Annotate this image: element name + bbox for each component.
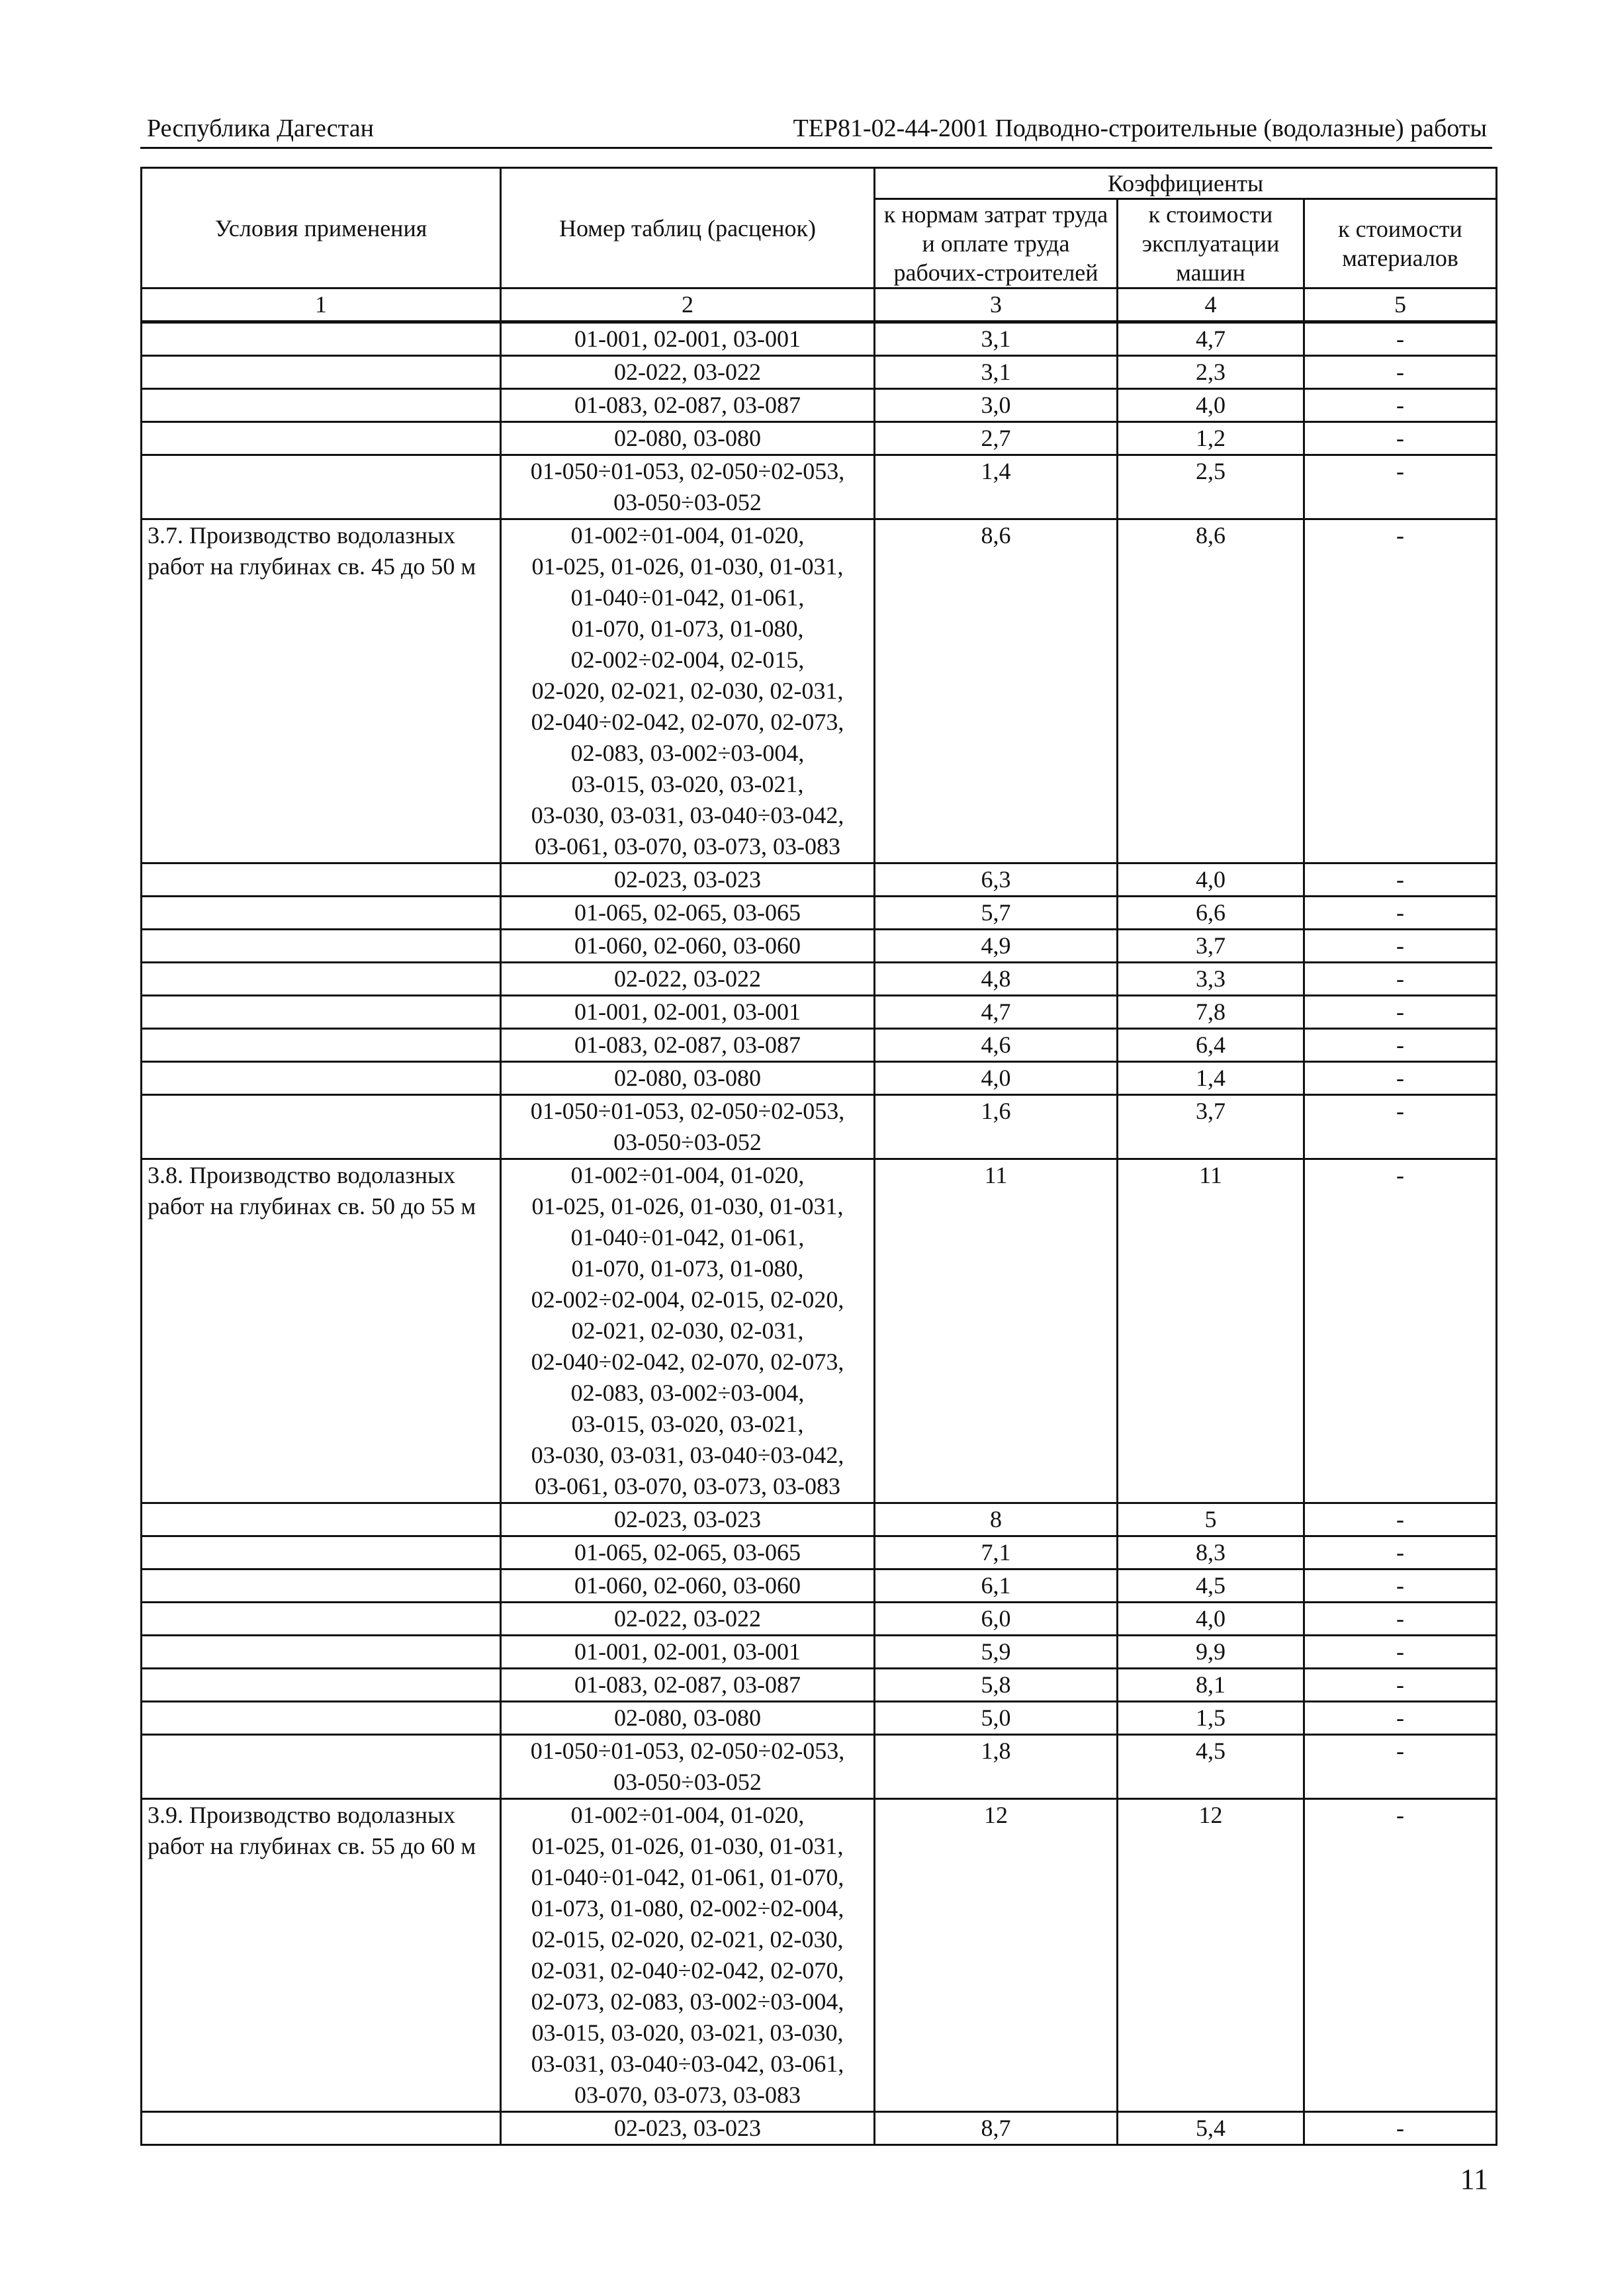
row-condition: [142, 1503, 501, 1536]
row-labor-coefficient: 4,8: [875, 963, 1118, 996]
row-materials-coefficient: -: [1304, 1062, 1497, 1095]
row-condition: [142, 422, 501, 455]
row-labor-coefficient: 1,8: [875, 1735, 1118, 1799]
table-row: [142, 1603, 1497, 1636]
row-labor-coefficient: 3,1: [875, 322, 1118, 356]
row-labor-coefficient: 1,4: [875, 455, 1118, 519]
row-condition: [142, 1029, 501, 1062]
row-labor-coefficient: 5,0: [875, 1702, 1118, 1735]
row-labor-coefficient: 3,0: [875, 389, 1118, 422]
table-row: [142, 1669, 1497, 1702]
row-materials-coefficient: -: [1304, 519, 1497, 863]
row-condition: [142, 1636, 501, 1669]
row-condition: [142, 996, 501, 1029]
row-condition: [142, 897, 501, 930]
row-labor-coefficient: 11: [875, 1159, 1118, 1503]
col-header-coefficients: Коэффициенты: [875, 168, 1497, 199]
row-table-numbers: 02-022, 03-022: [501, 963, 875, 996]
row-labor-coefficient: 6,3: [875, 863, 1118, 897]
table-row: [142, 863, 1497, 897]
table-row: [142, 422, 1497, 455]
row-table-numbers: 02-080, 03-080: [501, 1702, 875, 1735]
row-condition: [142, 1735, 501, 1799]
row-machines-coefficient: 6,4: [1118, 1029, 1304, 1062]
row-condition: 3.9. Производство водолазных работ на глубинах св. 55 до 60 м: [142, 1799, 501, 2112]
row-table-numbers: 01-002÷01-004, 01-020, 01-025, 01-026, 01-030, 01-031, 01-040÷01-042, 01-061, 01-070, 01-073, 01-080, 02-002÷02-004, 02-015, 02-020, 02-021, 02-030, 02-031, 02-040÷02-042, 02-070, 02-073, 02-083, 03-002÷03-004, 03-015, 03-020, 03-021, 03-030, 03-031, 03-040÷03-042, 03-061, 03-070, 03-073, 03-083: [501, 1799, 875, 2112]
row-materials-coefficient: -: [1304, 1029, 1497, 1062]
col-header-labor: к нормам затрат труда и оплате труда рабочих-строителей: [875, 199, 1118, 288]
row-condition: [142, 1569, 501, 1603]
table-row: [142, 455, 1497, 519]
row-table-numbers: 01-083, 02-087, 03-087: [501, 1029, 875, 1062]
row-condition: [142, 389, 501, 422]
row-materials-coefficient: -: [1304, 1569, 1497, 1603]
row-table-numbers: 01-060, 02-060, 03-060: [501, 930, 875, 963]
row-materials-coefficient: -: [1304, 1603, 1497, 1636]
row-labor-coefficient: 8,6: [875, 519, 1118, 863]
row-materials-coefficient: -: [1304, 2112, 1497, 2145]
row-materials-coefficient: -: [1304, 1159, 1497, 1503]
row-labor-coefficient: 4,6: [875, 1029, 1118, 1062]
row-machines-coefficient: 4,0: [1118, 863, 1304, 897]
table-row: [142, 389, 1497, 422]
col-header-machines: к стоимости эксплуатации машин: [1118, 199, 1304, 288]
table-row: [142, 996, 1497, 1029]
row-labor-coefficient: 7,1: [875, 1536, 1118, 1569]
row-machines-coefficient: 12: [1118, 1799, 1304, 2112]
row-materials-coefficient: -: [1304, 322, 1497, 356]
header-divider: [140, 147, 1492, 149]
col-number: 5: [1304, 288, 1497, 322]
row-table-numbers: 02-080, 03-080: [501, 422, 875, 455]
row-labor-coefficient: 4,7: [875, 996, 1118, 1029]
row-table-numbers: 01-002÷01-004, 01-020, 01-025, 01-026, 01-030, 01-031, 01-040÷01-042, 01-061, 01-070, 01-073, 01-080, 02-002÷02-004, 02-015, 02-020, 02-021, 02-030, 02-031, 02-040÷02-042, 02-070, 02-073, 02-083, 03-002÷03-004, 03-015, 03-020, 03-021, 03-030, 03-031, 03-040÷03-042, 03-061, 03-070, 03-073, 03-083: [501, 519, 875, 863]
coefficients-table: [140, 167, 1497, 2146]
row-materials-coefficient: -: [1304, 1735, 1497, 1799]
row-machines-coefficient: 3,3: [1118, 963, 1304, 996]
row-table-numbers: 02-023, 03-023: [501, 863, 875, 897]
row-materials-coefficient: -: [1304, 1503, 1497, 1536]
row-materials-coefficient: -: [1304, 963, 1497, 996]
row-table-numbers: 01-060, 02-060, 03-060: [501, 1569, 875, 1603]
row-condition: [142, 1702, 501, 1735]
row-table-numbers: 02-022, 03-022: [501, 1603, 875, 1636]
row-machines-coefficient: 4,5: [1118, 1569, 1304, 1603]
table-row: [142, 1159, 1497, 1503]
row-labor-coefficient: 2,7: [875, 422, 1118, 455]
table-row: [142, 963, 1497, 996]
header-document-code: ТЕР81-02-44-2001 Подводно-строительные (водолазные) работы: [793, 114, 1487, 142]
row-machines-coefficient: 4,7: [1118, 322, 1304, 356]
table-row: [142, 1503, 1497, 1536]
table-row: [142, 1735, 1497, 1799]
row-machines-coefficient: 8,3: [1118, 1536, 1304, 1569]
row-condition: [142, 455, 501, 519]
row-table-numbers: 01-050÷01-053, 02-050÷02-053, 03-050÷03-052: [501, 1095, 875, 1159]
table-row: [142, 2112, 1497, 2145]
row-materials-coefficient: -: [1304, 897, 1497, 930]
row-condition: [142, 963, 501, 996]
col-number: 1: [142, 288, 501, 322]
table-row: [142, 356, 1497, 389]
row-condition: [142, 1603, 501, 1636]
col-header-conditions: Условия применения: [142, 168, 501, 288]
row-labor-coefficient: 8,7: [875, 2112, 1118, 2145]
table-row: [142, 1636, 1497, 1669]
row-machines-coefficient: 2,3: [1118, 356, 1304, 389]
row-labor-coefficient: 8: [875, 1503, 1118, 1536]
coefficients-table-container: [140, 167, 1495, 2146]
row-table-numbers: 01-083, 02-087, 03-087: [501, 1669, 875, 1702]
row-machines-coefficient: 5,4: [1118, 2112, 1304, 2145]
row-table-numbers: 01-083, 02-087, 03-087: [501, 389, 875, 422]
row-table-numbers: 01-001, 02-001, 03-001: [501, 1636, 875, 1669]
row-condition: 3.7. Производство водолазных работ на глубинах св. 45 до 50 м: [142, 519, 501, 863]
row-machines-coefficient: 3,7: [1118, 930, 1304, 963]
row-labor-coefficient: 3,1: [875, 356, 1118, 389]
row-machines-coefficient: 5: [1118, 1503, 1304, 1536]
row-table-numbers: 02-022, 03-022: [501, 356, 875, 389]
row-table-numbers: 01-050÷01-053, 02-050÷02-053, 03-050÷03-052: [501, 1735, 875, 1799]
row-labor-coefficient: 4,0: [875, 1062, 1118, 1095]
row-materials-coefficient: -: [1304, 455, 1497, 519]
table-row: [142, 519, 1497, 863]
table-row: [142, 1702, 1497, 1735]
row-table-numbers: 01-001, 02-001, 03-001: [501, 322, 875, 356]
row-labor-coefficient: 5,7: [875, 897, 1118, 930]
row-materials-coefficient: -: [1304, 863, 1497, 897]
col-number: 2: [501, 288, 875, 322]
row-labor-coefficient: 4,9: [875, 930, 1118, 963]
row-condition: [142, 356, 501, 389]
row-condition: 3.8. Производство водолазных работ на глубинах св. 50 до 55 м: [142, 1159, 501, 1503]
row-materials-coefficient: -: [1304, 1702, 1497, 1735]
header-region: Республика Дагестан: [147, 114, 374, 142]
row-machines-coefficient: 8,6: [1118, 519, 1304, 863]
table-row: [142, 1095, 1497, 1159]
row-table-numbers: 02-023, 03-023: [501, 1503, 875, 1536]
row-materials-coefficient: -: [1304, 422, 1497, 455]
table-row: [142, 897, 1497, 930]
row-table-numbers: 01-002÷01-004, 01-020, 01-025, 01-026, 01-030, 01-031, 01-040÷01-042, 01-061, 01-070, 01-073, 01-080, 02-002÷02-004, 02-015, 02-020, 02-021, 02-030, 02-031, 02-040÷02-042, 02-070, 02-073, 02-083, 03-002÷03-004, 03-015, 03-020, 03-021, 03-030, 03-031, 03-040÷03-042, 03-061, 03-070, 03-073, 03-083: [501, 1159, 875, 1503]
table-row: [142, 1536, 1497, 1569]
row-labor-coefficient: 5,8: [875, 1669, 1118, 1702]
col-header-materials: к стоимости материалов: [1304, 199, 1497, 288]
table-row: [142, 1062, 1497, 1095]
row-table-numbers: 02-023, 03-023: [501, 2112, 875, 2145]
row-table-numbers: 02-080, 03-080: [501, 1062, 875, 1095]
row-materials-coefficient: -: [1304, 996, 1497, 1029]
row-labor-coefficient: 6,0: [875, 1603, 1118, 1636]
row-machines-coefficient: 6,6: [1118, 897, 1304, 930]
row-materials-coefficient: -: [1304, 1095, 1497, 1159]
row-condition: [142, 1536, 501, 1569]
row-condition: [142, 1095, 501, 1159]
row-machines-coefficient: 4,0: [1118, 1603, 1304, 1636]
row-machines-coefficient: 2,5: [1118, 455, 1304, 519]
row-materials-coefficient: -: [1304, 930, 1497, 963]
row-materials-coefficient: -: [1304, 1799, 1497, 2112]
row-condition: [142, 863, 501, 897]
row-materials-coefficient: -: [1304, 1669, 1497, 1702]
row-machines-coefficient: 4,0: [1118, 389, 1304, 422]
row-labor-coefficient: 12: [875, 1799, 1118, 2112]
row-condition: [142, 2112, 501, 2145]
page-number: 11: [1460, 2163, 1488, 2195]
row-machines-coefficient: 4,5: [1118, 1735, 1304, 1799]
table-row: [142, 1799, 1497, 2112]
row-condition: [142, 1669, 501, 1702]
row-materials-coefficient: -: [1304, 1536, 1497, 1569]
table-row: [142, 1029, 1497, 1062]
col-header-table-numbers: Номер таблиц (расценок): [501, 168, 875, 288]
row-machines-coefficient: 7,8: [1118, 996, 1304, 1029]
col-number: 4: [1118, 288, 1304, 322]
row-table-numbers: 01-065, 02-065, 03-065: [501, 1536, 875, 1569]
col-number: 3: [875, 288, 1118, 322]
row-labor-coefficient: 5,9: [875, 1636, 1118, 1669]
row-labor-coefficient: 6,1: [875, 1569, 1118, 1603]
row-machines-coefficient: 8,1: [1118, 1669, 1304, 1702]
row-machines-coefficient: 11: [1118, 1159, 1304, 1503]
row-table-numbers: 01-050÷01-053, 02-050÷02-053, 03-050÷03-052: [501, 455, 875, 519]
row-condition: [142, 1062, 501, 1095]
row-condition: [142, 930, 501, 963]
row-machines-coefficient: 1,4: [1118, 1062, 1304, 1095]
row-materials-coefficient: -: [1304, 356, 1497, 389]
table-row: [142, 930, 1497, 963]
row-materials-coefficient: -: [1304, 1636, 1497, 1669]
row-materials-coefficient: -: [1304, 389, 1497, 422]
row-condition: [142, 322, 501, 356]
table-row: [142, 322, 1497, 356]
row-table-numbers: 01-001, 02-001, 03-001: [501, 996, 875, 1029]
row-table-numbers: 01-065, 02-065, 03-065: [501, 897, 875, 930]
table-row: [142, 1569, 1497, 1603]
row-machines-coefficient: 3,7: [1118, 1095, 1304, 1159]
row-labor-coefficient: 1,6: [875, 1095, 1118, 1159]
row-machines-coefficient: 9,9: [1118, 1636, 1304, 1669]
row-machines-coefficient: 1,5: [1118, 1702, 1304, 1735]
row-machines-coefficient: 1,2: [1118, 422, 1304, 455]
table-body: [142, 322, 1497, 2145]
